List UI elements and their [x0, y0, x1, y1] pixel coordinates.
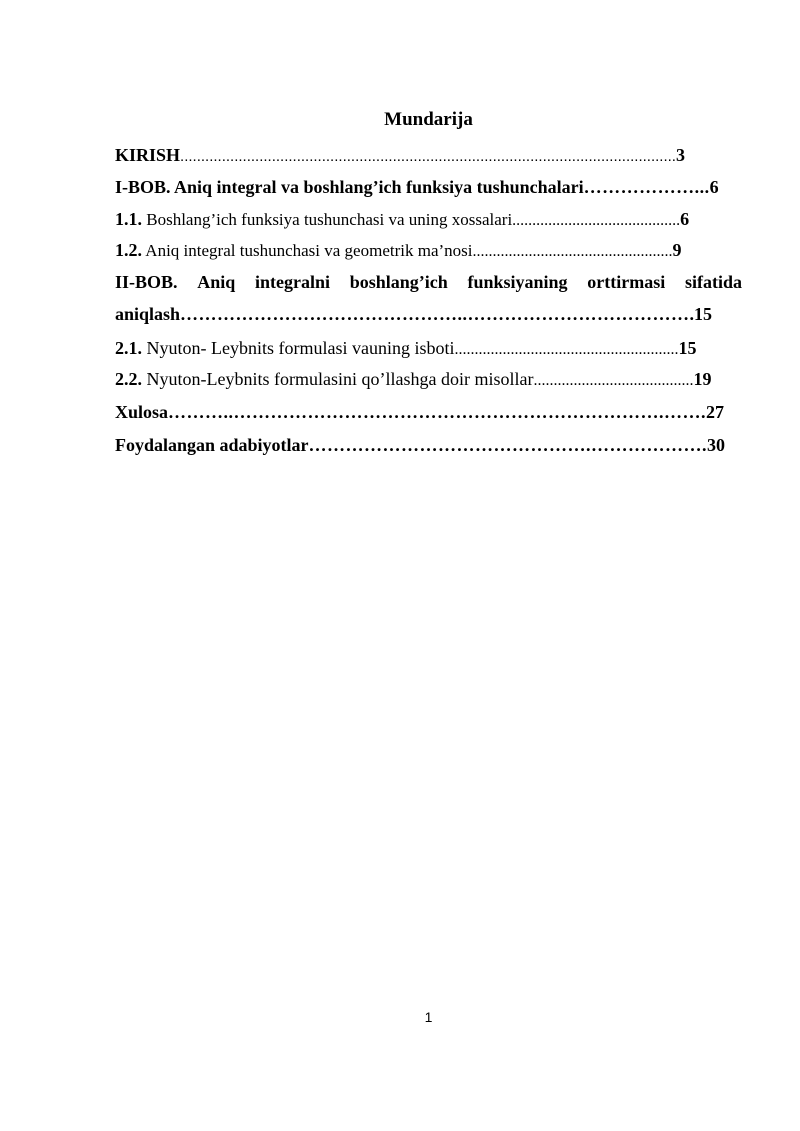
toc-page-number: 9 — [672, 240, 682, 260]
toc-entry-bob-1[interactable] — [115, 175, 719, 199]
toc-word: orttirmasi — [587, 272, 666, 292]
toc-label: Xulosa — [115, 402, 169, 422]
toc-section-number: 1.2. — [115, 240, 142, 260]
toc-label: aniqlash — [115, 304, 181, 324]
page-title: Mundarija — [384, 109, 473, 130]
toc-word: integralni — [255, 272, 330, 292]
toc-leader-dots: ....................................................................................................................... — [180, 148, 676, 165]
toc-page-number: 6 — [709, 177, 719, 197]
toc-label: Nyuton-Leybnits formulasini qo’llashga doir misollar — [142, 369, 534, 389]
toc-label: Aniq integral tushunchasi va geometrik ma’nosi — [142, 241, 473, 260]
toc-page-number: .15 — [689, 304, 713, 324]
toc-entry-section-2-2[interactable] — [115, 367, 711, 391]
toc-leader-dots: ………………... — [583, 177, 710, 197]
toc-page-number: 15 — [678, 338, 697, 358]
toc-word: Aniq — [197, 272, 236, 292]
toc-entry-section-1-1[interactable] — [115, 207, 689, 231]
toc-word: II-BOB. — [115, 272, 178, 292]
toc-entry-xulosa[interactable] — [115, 400, 724, 424]
toc-leader-dots: ........................................................ — [454, 341, 679, 358]
toc-page-number: 30 — [707, 435, 726, 455]
toc-word: funksiyaning — [467, 272, 568, 292]
page-number: 1 — [424, 1009, 433, 1025]
toc-label: I-BOB. Aniq integral va boshlang’ich funksiya tushunchalari — [115, 177, 584, 197]
toc-leader-dots: ……………………………………….………………. — [308, 435, 708, 455]
toc-entry-section-1-2[interactable] — [115, 238, 682, 262]
toc-page-number: 3 — [675, 145, 685, 165]
toc-label: Foydalangan adabiyotlar — [115, 435, 309, 455]
toc-page-number: 19 — [693, 369, 712, 389]
toc-word: sifatida — [684, 272, 742, 292]
toc-leader-dots: ………..…………………………………………………………….……. — [168, 402, 707, 422]
toc-label: Nyuton- Leybnits formulasi vauning isboti — [142, 338, 455, 358]
toc-label: KIRISH — [115, 145, 181, 165]
toc-entry-section-2-1[interactable] — [115, 336, 696, 360]
toc-entry-bob-2-line-1[interactable] — [115, 270, 742, 294]
toc-leader-dots: .................................................. — [472, 243, 673, 260]
toc-page-number: 6 — [680, 209, 690, 229]
toc-leader-dots: ........................................ — [533, 372, 694, 389]
toc-label: Boshlang’ich funksiya tushunchasi va uning xossalari — [142, 210, 513, 229]
toc-page-number: 27 — [706, 402, 725, 422]
toc-section-number: 2.1. — [115, 338, 142, 358]
toc-section-number: 2.2. — [115, 369, 142, 389]
toc-entry-adabiyotlar[interactable] — [115, 433, 725, 457]
toc-word: boshlang’ich — [349, 272, 448, 292]
toc-leader-dots: ………………………………………..……………………………… — [180, 304, 690, 324]
toc-section-number: 1.1. — [115, 209, 142, 229]
toc-leader-dots: .......................................... — [512, 212, 681, 229]
toc-entry-bob-2-line-2[interactable] — [115, 302, 712, 326]
toc-entry-kirish[interactable] — [115, 143, 685, 167]
